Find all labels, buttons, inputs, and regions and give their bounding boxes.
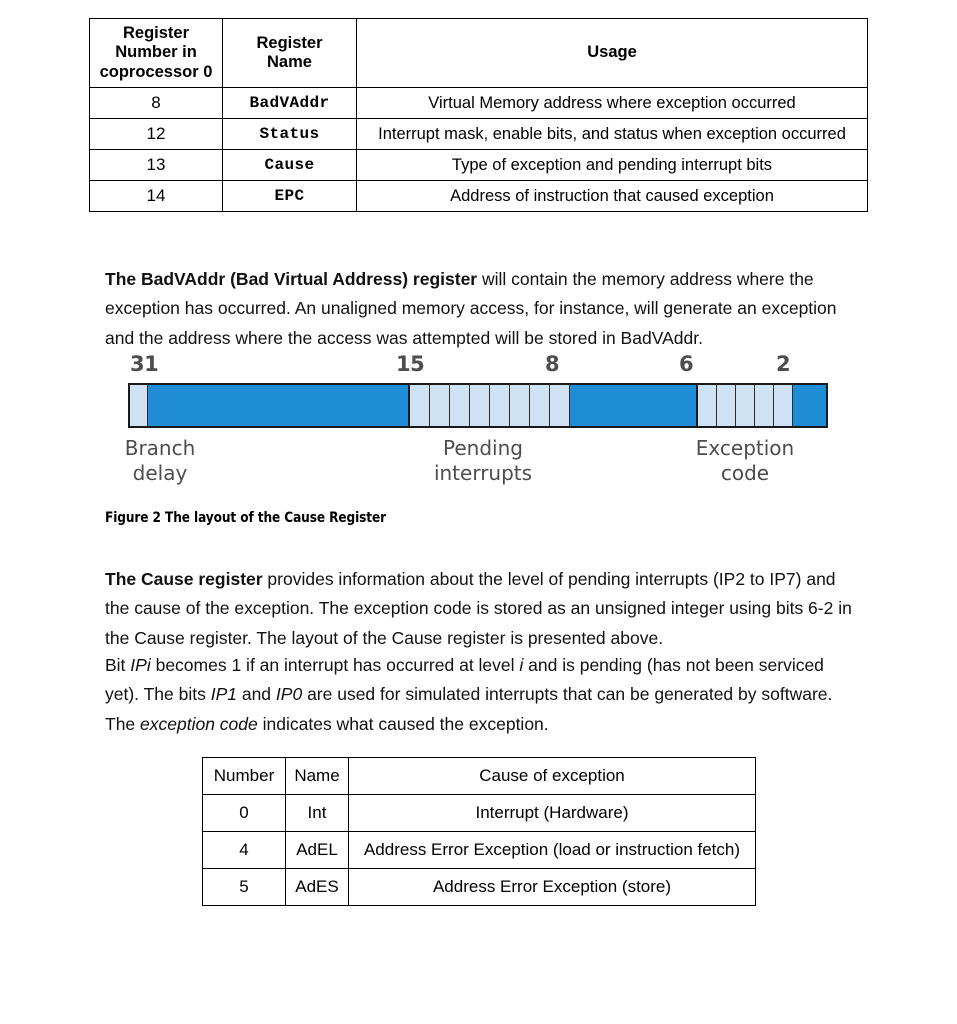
bitfield-segment-5-light: [470, 385, 490, 426]
header-line-3: coprocessor 0: [99, 62, 213, 81]
cell-register-number: 12: [90, 119, 223, 150]
group-label-line-1: Pending: [443, 436, 523, 460]
ipi-text-1: Bit: [105, 654, 131, 675]
bitfield-segment-11-light: [698, 385, 717, 426]
bitfield-segment-14-light: [755, 385, 774, 426]
group-label-line-1: Branch: [124, 436, 196, 460]
cell-register-name: Cause: [223, 150, 357, 181]
figure-group-label-branch-delay: [100, 436, 220, 486]
exception-table-body: [203, 795, 756, 906]
cell-exception-number: 0: [203, 795, 286, 832]
bitfield-segment-8-light: [530, 385, 550, 426]
bitfield-segment-13-light: [736, 385, 755, 426]
exception-code-table: [202, 757, 756, 906]
table-row: [203, 869, 756, 906]
column-header-usage: Usage: [357, 19, 868, 88]
cell-usage: Virtual Memory address where exception occurred: [357, 88, 868, 119]
bit-label-15: 15: [396, 352, 425, 376]
cause-bold-lead: The Cause register: [105, 568, 263, 589]
ipi-text-2: becomes 1 if an interrupt has occurred at level: [150, 654, 520, 675]
column-header-name: Name: [286, 758, 349, 795]
ipi-italic-2: i: [519, 654, 524, 675]
cell-exception-name: Int: [286, 795, 349, 832]
register-summary-table: [89, 18, 868, 212]
bitfield-segment-3-light: [430, 385, 450, 426]
bitfield-segment-15-light: [774, 385, 793, 426]
cell-register-name: BadVAddr: [223, 88, 357, 119]
ipi-text-3: and is pending (has not been serviced yet). The bits: [105, 654, 824, 704]
table-header-row: [203, 758, 756, 795]
column-header-number: Number: [203, 758, 286, 795]
group-label-line-2: delay: [132, 461, 188, 485]
cell-register-number: 13: [90, 150, 223, 181]
bit-label-6: 6: [679, 352, 694, 376]
column-header-register-number: [90, 19, 223, 88]
group-label-line-1: Exception: [695, 436, 795, 460]
cell-exception-name: AdEL: [286, 832, 349, 869]
header-line-2: Name: [267, 53, 312, 72]
ipi-italic-1: IPi: [130, 654, 151, 675]
cell-register-name: Status: [223, 119, 357, 150]
bitfield-segment-0-light: [130, 385, 148, 426]
ipi-text-6: indicates what caused the exception.: [257, 713, 549, 734]
figure-group-label-exception-code: [660, 436, 830, 486]
cell-usage: Address of instruction that caused exception: [357, 181, 868, 212]
cell-register-number: 14: [90, 181, 223, 212]
ipi-text-5: are used for simulated interrupts that can be generated by software. The: [105, 684, 833, 734]
bitfield-segment-9-light: [550, 385, 570, 426]
group-label-line-2: code: [720, 461, 770, 485]
table-row: [90, 119, 868, 150]
badvaddr-bold-lead: The BadVAddr (Bad Virtual Address) register: [105, 268, 478, 289]
column-header-cause: Cause of exception: [349, 758, 756, 795]
bitfield-segment-7-light: [510, 385, 530, 426]
cell-register-name: EPC: [223, 181, 357, 212]
ipi-italic-4: IP0: [275, 684, 303, 704]
bit-label-2: 2: [776, 352, 791, 376]
table-header-row: [90, 19, 868, 88]
cell-usage: Type of exception and pending interrupt bits: [357, 150, 868, 181]
bitfield-segment-12-light: [717, 385, 736, 426]
register-table-body: [90, 88, 868, 212]
bit-label-31: 31: [130, 352, 159, 376]
figure-caption: Figure 2 The layout of the Cause Register: [105, 510, 387, 526]
cause-register-bitfield-bar: [128, 383, 828, 428]
cell-register-number: 8: [90, 88, 223, 119]
table-row: [90, 150, 868, 181]
bitfield-segment-4-light: [450, 385, 470, 426]
bitfield-segment-10-dark: [570, 385, 698, 426]
badvaddr-body: will contain the memory address where the exception has occurred. An unaligned memory access, for instance, will generate an exception and the address where the access was attempted will be stored in BadVAddr.: [105, 268, 837, 348]
ipi-italic-5: exception code: [140, 713, 258, 734]
cell-exception-number: 5: [203, 869, 286, 906]
cell-usage: Interrupt mask, enable bits, and status when exception occurred: [357, 119, 868, 150]
header-line-2: Number in: [115, 43, 197, 62]
group-label-line-2: interrupts: [433, 461, 533, 485]
ipi-italic-3: IP1: [210, 684, 237, 704]
bitfield-segment-1-dark: [148, 385, 410, 426]
header-line-1: Register: [122, 24, 190, 42]
paragraph-badvaddr: [105, 265, 857, 354]
bit-label-8: 8: [545, 352, 560, 376]
header-line-1: Register: [256, 33, 323, 52]
table-row: [203, 832, 756, 869]
bitfield-segment-16-dark: [793, 385, 826, 426]
table-row: [203, 795, 756, 832]
cell-exception-cause: Address Error Exception (store): [349, 869, 756, 906]
bitfield-segment-6-light: [490, 385, 510, 426]
figure-group-label-pending-interrupts: [398, 436, 568, 486]
cell-exception-number: 4: [203, 832, 286, 869]
table-row: [90, 181, 868, 212]
paragraph-cause-register: [105, 565, 857, 654]
cell-exception-name: AdES: [286, 869, 349, 906]
cause-register-figure: [0, 352, 957, 502]
table-row: [90, 88, 868, 119]
cell-exception-cause: Interrupt (Hardware): [349, 795, 756, 832]
cell-exception-cause: Address Error Exception (load or instruction fetch): [349, 832, 756, 869]
column-header-register-name: [223, 19, 357, 88]
ipi-text-4: and: [236, 684, 276, 704]
paragraph-ip-bits: [105, 651, 857, 740]
cause-body: provides information about the level of pending interrupts (IP2 to IP7) and the cause of the exception. The exception code is stored as an unsigned integer using bits 6-2 in the Cause register. The layout of the Cause register is presented above.: [105, 568, 852, 648]
bitfield-segment-2-light: [410, 385, 430, 426]
